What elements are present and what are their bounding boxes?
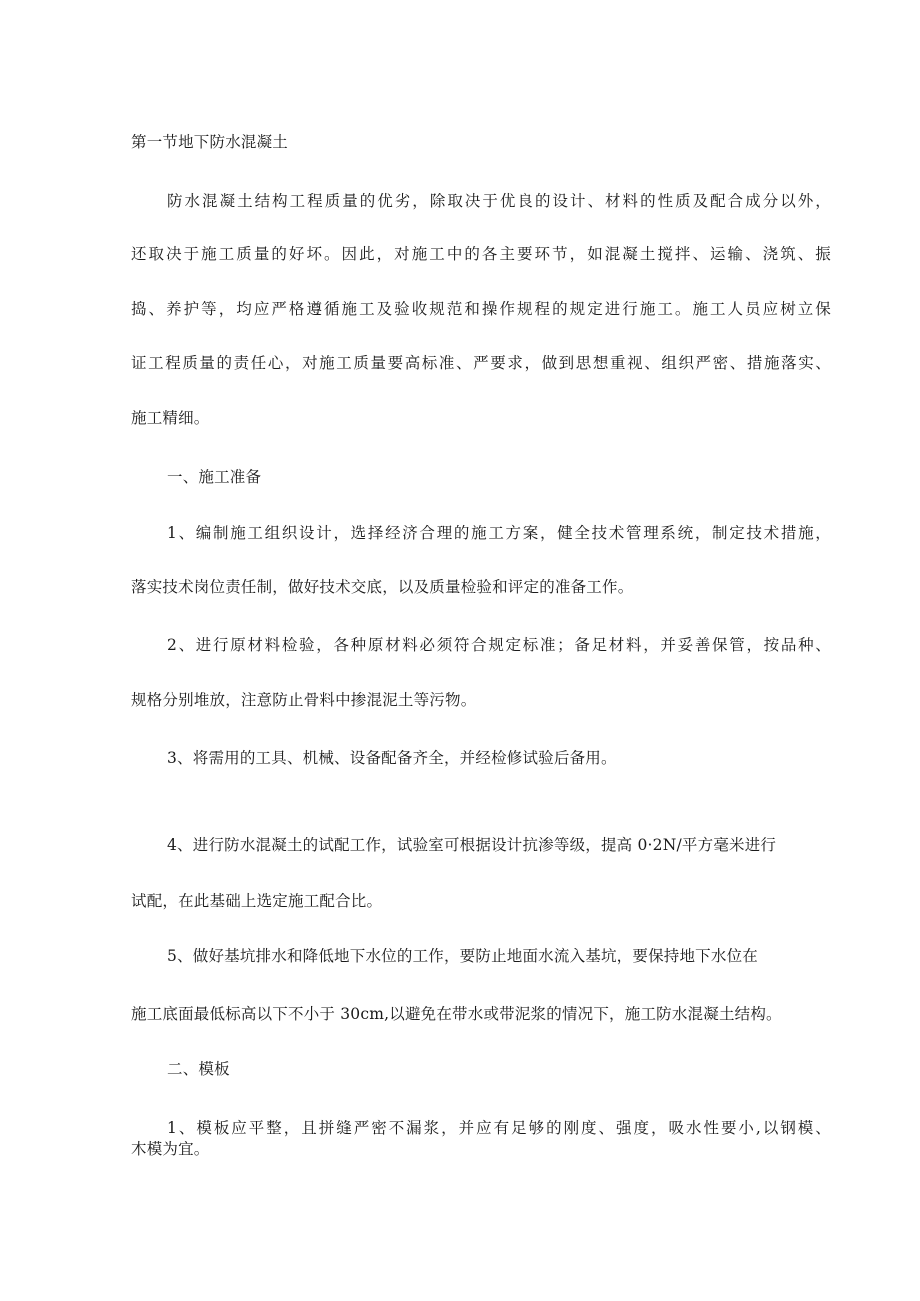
prep-item-3-line-1: 3、将需用的工具、机械、设备配备齐全，并经检修试验后备用。 xyxy=(167,749,617,767)
intro-line-1: 防水混凝土结构工程质量的优劣，除取决于优良的设计、材料的性质及配合成分以外， xyxy=(167,192,831,210)
document-title: 第一节地下防水混凝土 xyxy=(131,133,289,151)
prep-item-2-line-2: 规格分别堆放，注意防止骨料中掺混泥土等污物。 xyxy=(131,691,477,709)
formwork-item-1-line-2: 木模为宜。 xyxy=(131,1140,210,1158)
section-heading-preparation: 一、施工准备 xyxy=(167,468,262,486)
prep-item-4-line-1: 4、进行防水混凝土的试配工作，试验室可根据设计抗渗等级，提高 0·2N/平方毫米进行 xyxy=(167,836,777,854)
intro-line-3: 捣、养护等，均应严格遵循施工及验收规范和操作规程的规定进行施工。施工人员应树立保 xyxy=(131,300,831,318)
prep-item-4-line-2: 试配，在此基础上选定施工配合比。 xyxy=(131,892,383,910)
intro-line-4: 证工程质量的责任心，对施工质量要高标准、严要求，做到思想重视、组织严密、措施落实、 xyxy=(131,354,831,372)
prep-item-5-line-2: 施工底面最低标高以下不小于 30cm,以避免在带水或带泥浆的情况下，施工防水混凝土结构。 xyxy=(131,1005,782,1023)
prep-item-1-line-1: 1、编制施工组织设计，选择经济合理的施工方案，健全技术管理系统，制定技术措施， xyxy=(167,524,831,542)
formwork-item-1-line-1: 1、模板应平整，且拼缝严密不漏浆，并应有足够的刚度、强度，吸水性要小,以钢模、 xyxy=(167,1119,831,1137)
prep-item-2-line-1: 2、进行原材料检验，各种原材料必须符合规定标准；备足材料，并妥善保管，按品种、 xyxy=(167,636,831,654)
prep-item-1-line-2: 落实技术岗位责任制，做好技术交底，以及质量检验和评定的准备工作。 xyxy=(131,578,634,596)
prep-item-5-line-1: 5、做好基坑排水和降低地下水位的工作，要防止地面水流入基坑，要保持地下水位在 xyxy=(167,947,758,965)
intro-line-2: 还取决于施工质量的好坏。因此，对施工中的各主要环节，如混凝土搅拌、运输、浇筑、振 xyxy=(131,245,831,263)
intro-line-5: 施工精细。 xyxy=(131,409,210,427)
section-heading-formwork: 二、模板 xyxy=(167,1060,230,1078)
